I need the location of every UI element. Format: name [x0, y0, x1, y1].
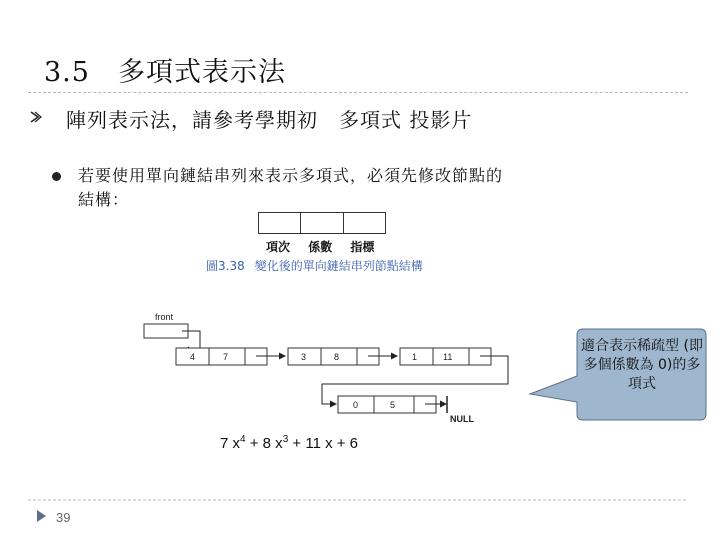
list-node-2: [288, 348, 379, 365]
node-2-exponent: 3: [301, 352, 307, 362]
polynomial-formula: [220, 434, 358, 452]
figure-caption-number: 圖3.38: [206, 259, 245, 273]
node-3-exponent: 1: [412, 352, 418, 362]
formula-exp-1: 4: [240, 434, 246, 445]
null-label: NULL: [450, 414, 474, 424]
formula-exp-2: 3: [282, 434, 289, 445]
figure-intro-line-2: 結構：: [78, 190, 130, 209]
node-2-coefficient: 8: [334, 352, 340, 362]
node-4-coefficient: 5: [390, 400, 396, 410]
slide-title: 3.5 多項式表示法: [44, 57, 286, 88]
list-node-4: [338, 396, 436, 413]
bullet-text: 陣列表示法，請參考學期初 多項式 投影片: [66, 108, 473, 132]
list-node-3: [400, 348, 491, 365]
front-label: front: [155, 312, 174, 322]
figure-intro-line-1: 若要使用單向鏈結串列來表示多項式，必須先修改節點的: [78, 166, 504, 185]
page-number: 39: [56, 510, 71, 525]
node-4-exponent: 0: [353, 400, 359, 410]
figure-caption-text: 變化後的單向鏈結串列節點結構: [254, 259, 423, 273]
field-label-exponent: 項次: [266, 240, 291, 254]
formula-term-2: + 8 x: [245, 435, 283, 452]
list-node-1: [176, 348, 267, 365]
node-1-exponent: 4: [190, 352, 196, 362]
field-label-pointer: 指標: [350, 240, 375, 254]
node-1-coefficient: 7: [223, 352, 229, 362]
field-label-coefficient: 係數: [308, 240, 333, 254]
front-pointer-box: [144, 324, 188, 338]
formula-term-1: 7 x: [220, 435, 241, 452]
callout-text: 適合表示稀疏型 (即多個係數為 0)的多項式: [581, 338, 703, 392]
formula-term-3: + 11 x + 6: [288, 435, 359, 452]
node-3-coefficient: 11: [443, 352, 453, 362]
page-marker-icon: [34, 508, 50, 524]
